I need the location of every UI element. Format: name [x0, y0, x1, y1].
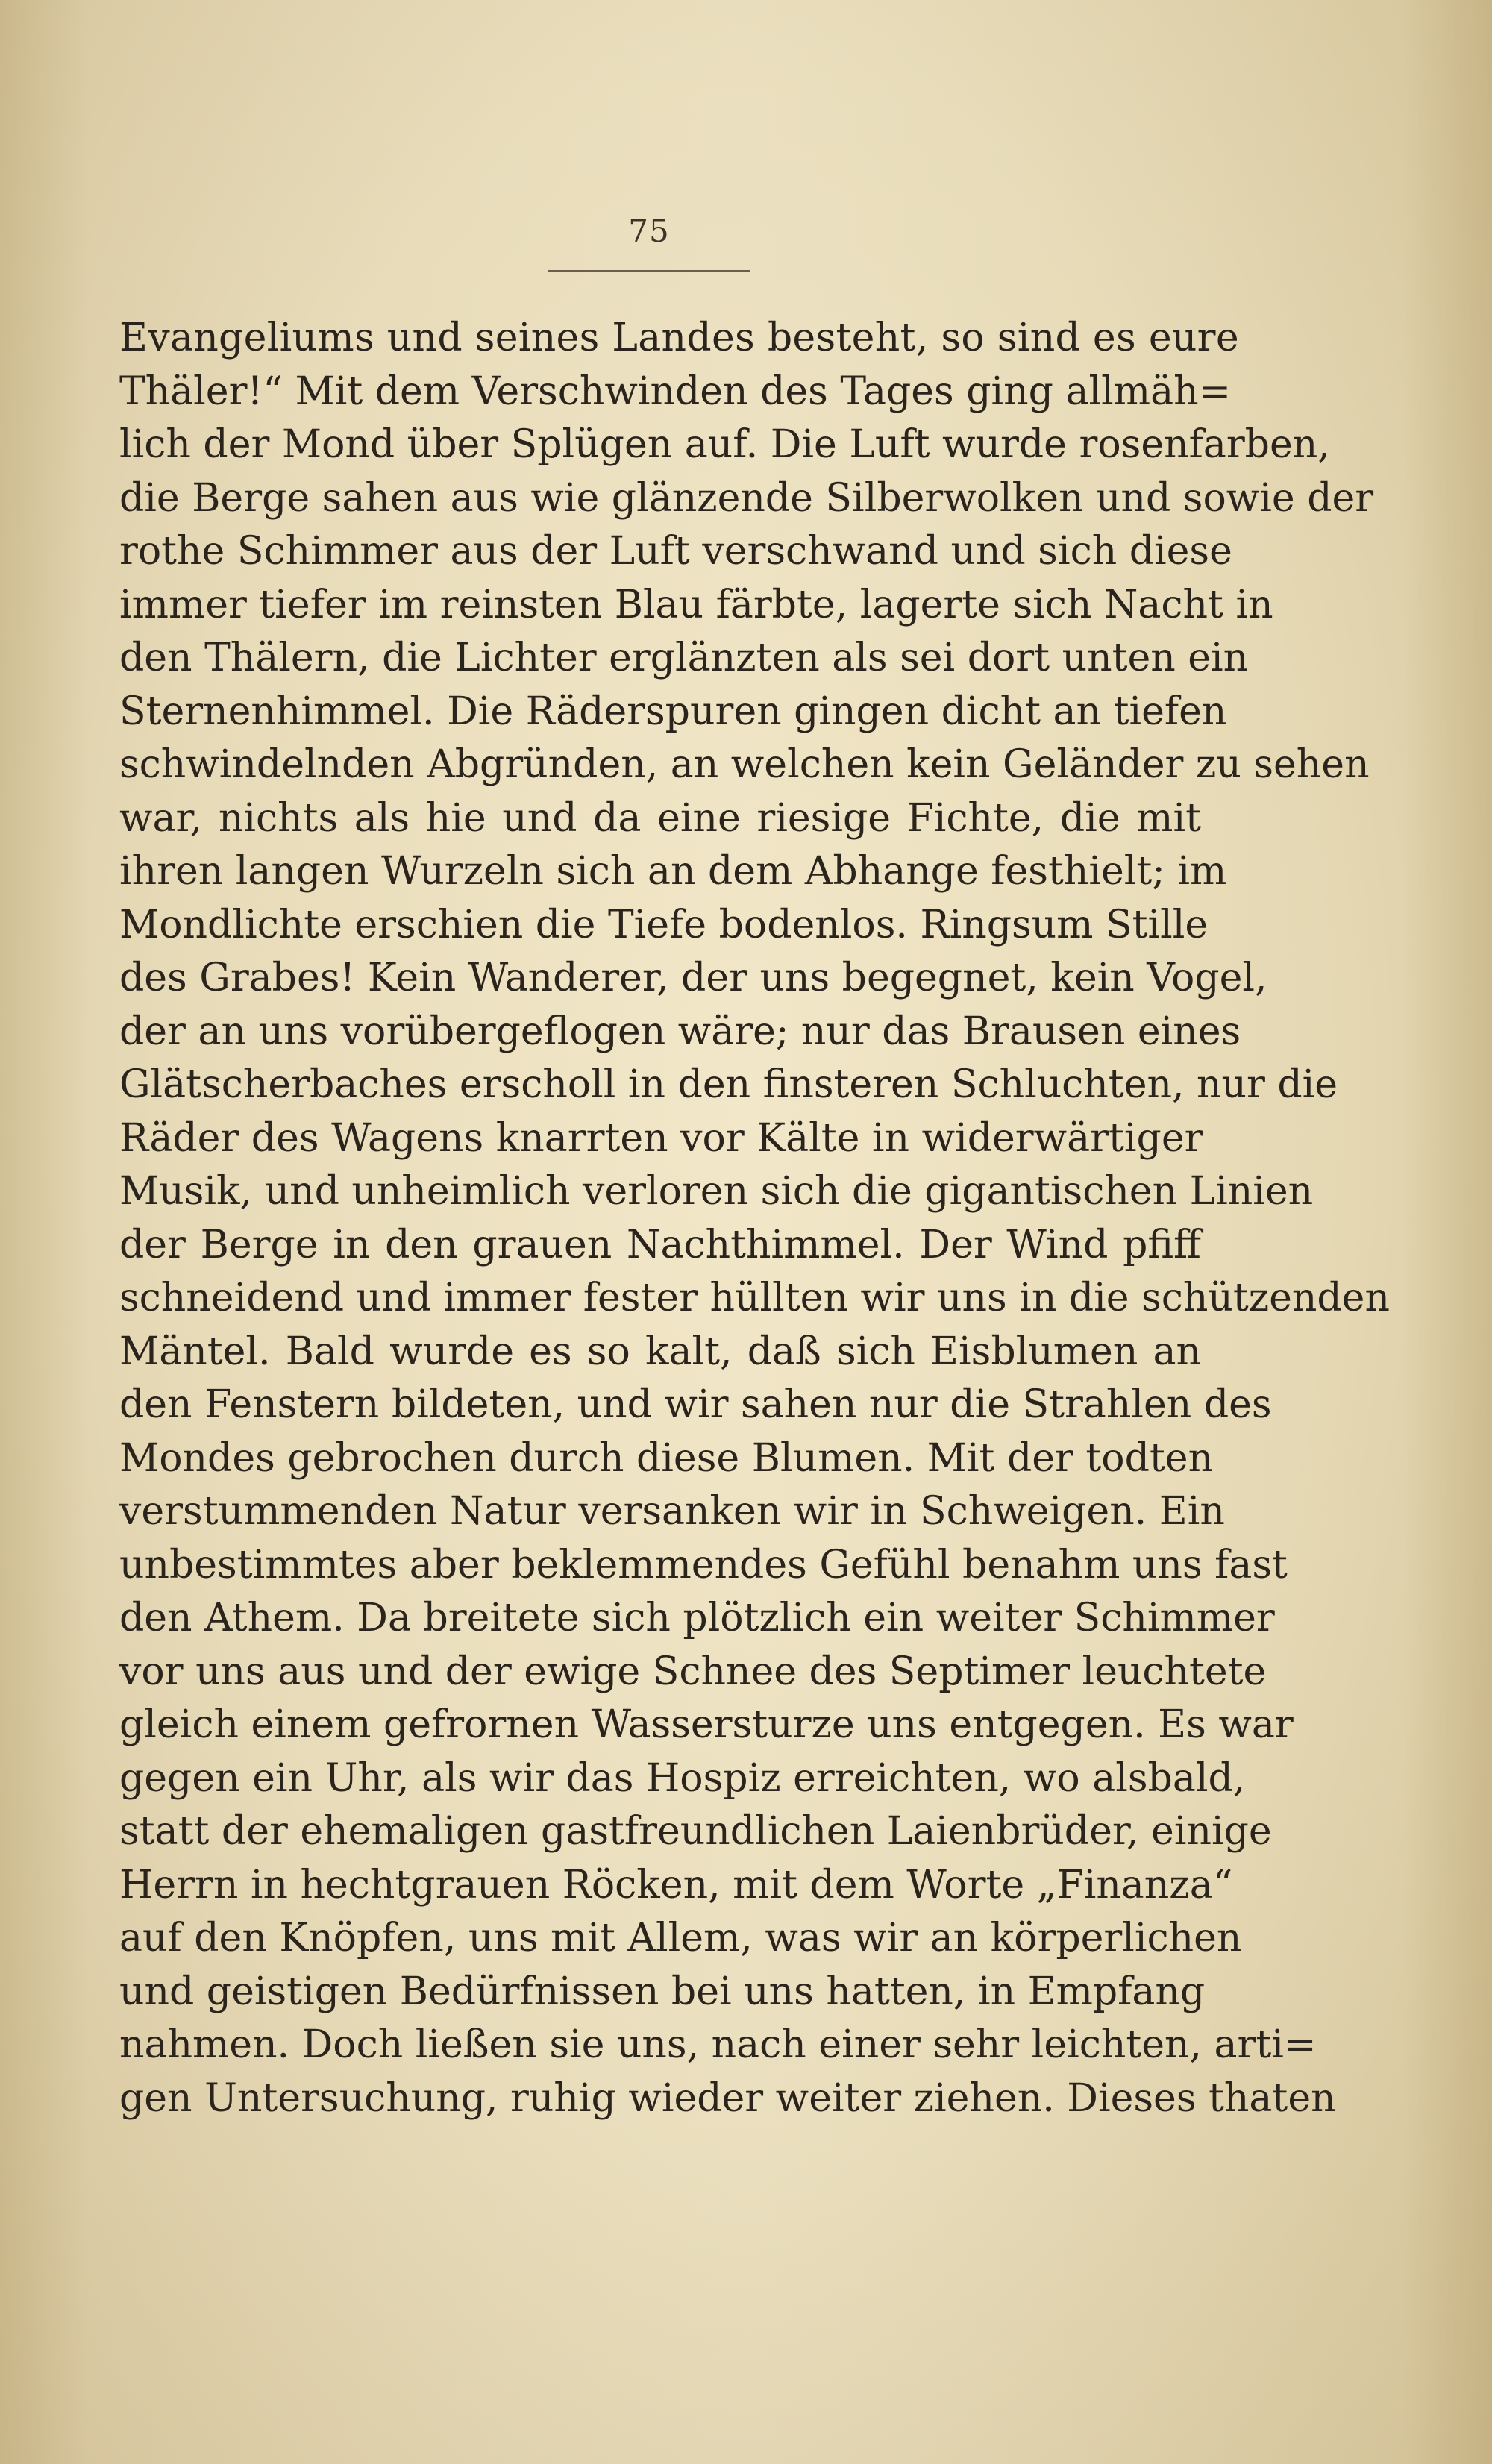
text-line: den Athem. Da breitete sich plötzlich ein weiter Schimmer [119, 1596, 1275, 1640]
text-line: vor uns aus und der ewige Schnee des Septimer leuchtete [119, 1649, 1267, 1694]
text-line: und geistigen Bedürfnissen bei uns hatten, in Empfang [119, 1969, 1206, 2014]
text-line: lich der Mond über Splügen auf. Die Luft wurde rosenfarben, [119, 422, 1330, 467]
text-line: gegen ein Uhr, als wir das Hospiz erreichten, wo alsbald, [119, 1755, 1246, 1801]
text-line: der an uns vorübergeflogen wäre; nur das Brausen eines [119, 1009, 1241, 1054]
text-line: verstummenden Natur versanken wir in Schweigen. Ein [119, 1489, 1225, 1534]
text-line: Mondlichte erschien die Tiefe bodenlos. Ringsum Stille [119, 902, 1209, 947]
text-line: immer tiefer im reinsten Blau färbte, lagerte sich Nacht in [119, 582, 1273, 627]
text-line: der Berge in den grauen Nachthimmel. Der Wind pfiff [119, 1222, 1201, 1267]
text-line: Glätscherbaches erscholl in den finsteren Schluchten, nur die [119, 1062, 1338, 1107]
text-line: nahmen. Doch ließen sie uns, nach einer sehr leichten, arti= [119, 2022, 1317, 2067]
text-line: war, nichts als hie und da eine riesige Fichte, die mit [119, 795, 1201, 841]
text-line: Evangeliums und seines Landes besteht, so sind es eure [119, 316, 1239, 360]
text-line: den Fenstern bildeten, und wir sahen nur die Strahlen des [119, 1382, 1272, 1427]
text-line: schneidend und immer fester hüllten wir uns in die schützenden [119, 1276, 1390, 1320]
text-line: die Berge sahen aus wie glänzende Silberwolken und sowie der [119, 475, 1374, 521]
text-line: gleich einem gefrornen Wassersturze uns entgegen. Es war [119, 1702, 1294, 1747]
text-line: Herrn in hechtgrauen Röcken, mit dem Worte „Finanza“ [119, 1862, 1233, 1907]
page-number: 75 [628, 213, 670, 249]
text-line: rothe Schimmer aus der Luft verschwand und sich diese [119, 529, 1232, 574]
text-line: Mäntel. Bald wurde es so kalt, daß sich Eisblumen an [119, 1329, 1201, 1374]
text-line: Musik, und unheimlich verloren sich die gigantischen Linien [119, 1169, 1314, 1214]
text-line: Mondes gebrochen durch diese Blumen. Mit der todten [119, 1435, 1214, 1481]
header-rule [548, 270, 750, 272]
text-line: unbestimmtes aber beklemmendes Gefühl benahm uns fast [119, 1542, 1288, 1587]
text-line: des Grabes! Kein Wanderer, der uns begegnet, kein Vogel, [119, 956, 1267, 1000]
body-text [119, 312, 1390, 2125]
text-line: statt der ehemaligen gastfreundlichen Laienbrüder, einige [119, 1809, 1272, 1854]
text-line: auf den Knöpfen, uns mit Allem, was wir an körperlichen [119, 1916, 1242, 1960]
text-line: Sternenhimmel. Die Räderspuren gingen dicht an tiefen [119, 689, 1227, 734]
text-line: gen Untersuchung, ruhig wieder weiter ziehen. Dieses thaten [119, 2075, 1336, 2121]
text-line: schwindelnden Abgründen, an welchen kein Geländer zu sehen [119, 742, 1370, 787]
text-line: den Thälern, die Lichter erglänzten als sei dort unten ein [119, 636, 1249, 680]
text-line: Thäler!“ Mit dem Verschwinden des Tages ging allmäh= [119, 369, 1232, 414]
text-line: ihren langen Wurzeln sich an dem Abhange festhielt; im [119, 849, 1227, 894]
text-line: Räder des Wagens knarrten vor Kälte in widerwärtiger [119, 1115, 1203, 1161]
